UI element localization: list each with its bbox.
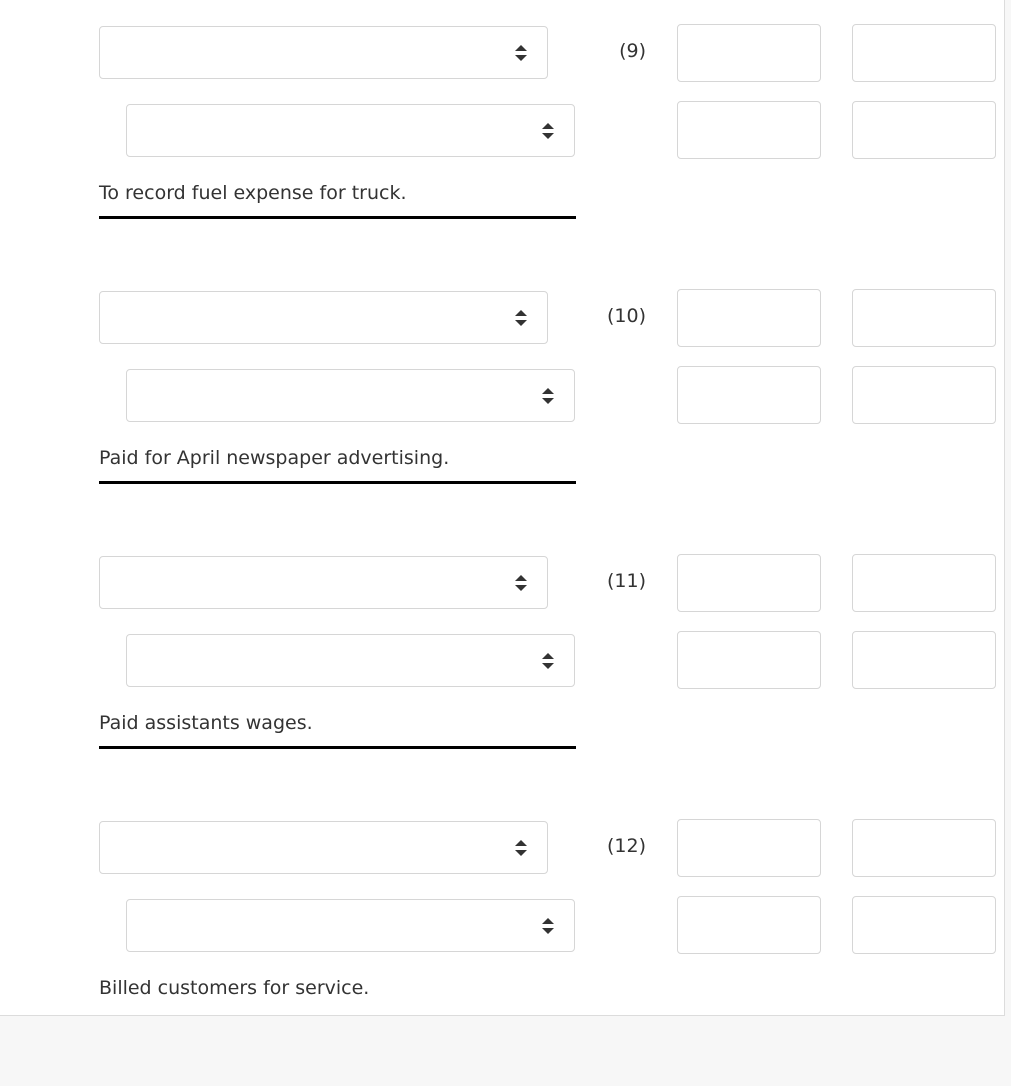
- entry-divider: [99, 746, 576, 749]
- debit-account-select[interactable]: [99, 291, 548, 344]
- sort-arrows-icon: [515, 45, 527, 61]
- credit-amount-input-row1[interactable]: [852, 24, 996, 82]
- debit-amount-input-row1[interactable]: [677, 24, 821, 82]
- credit-account-select[interactable]: [126, 899, 575, 952]
- debit-amount-input-row1[interactable]: [677, 554, 821, 612]
- debit-account-select[interactable]: [99, 821, 548, 874]
- debit-amount-input-row1[interactable]: [677, 289, 821, 347]
- debit-amount-input-row1[interactable]: [677, 819, 821, 877]
- debit-amount-input-row2[interactable]: [677, 101, 821, 159]
- sort-arrows-icon: [515, 310, 527, 326]
- entry-number: (10): [606, 305, 646, 327]
- sort-arrows-icon: [542, 388, 554, 404]
- entry-number: (11): [606, 570, 646, 592]
- journal-entry-12: [0, 821, 1004, 1086]
- debit-account-select[interactable]: [99, 26, 548, 79]
- entry-number: (12): [606, 835, 646, 857]
- credit-amount-input-row1[interactable]: [852, 289, 996, 347]
- debit-amount-input-row2[interactable]: [677, 896, 821, 954]
- entry-number: (9): [619, 40, 646, 62]
- entry-divider: [99, 481, 576, 484]
- entry-divider: [99, 216, 576, 219]
- credit-amount-input-row2[interactable]: [852, 631, 996, 689]
- credit-account-select[interactable]: [126, 104, 575, 157]
- credit-account-select[interactable]: [126, 369, 575, 422]
- journal-entry-10: [0, 291, 1004, 556]
- debit-amount-input-row2[interactable]: [677, 631, 821, 689]
- journal-entry-11: [0, 556, 1004, 821]
- entry-description: To record fuel expense for truck.: [99, 182, 407, 204]
- sort-arrows-icon: [515, 575, 527, 591]
- credit-amount-input-row1[interactable]: [852, 819, 996, 877]
- sort-arrows-icon: [542, 918, 554, 934]
- debit-account-select[interactable]: [99, 556, 548, 609]
- entry-description: Paid for April newspaper advertising.: [99, 447, 450, 469]
- credit-amount-input-row2[interactable]: [852, 366, 996, 424]
- entry-description: Billed customers for service.: [99, 977, 370, 999]
- entry-description: Paid assistants wages.: [99, 712, 313, 734]
- debit-amount-input-row2[interactable]: [677, 366, 821, 424]
- credit-amount-input-row1[interactable]: [852, 554, 996, 612]
- sort-arrows-icon: [542, 123, 554, 139]
- credit-account-select[interactable]: [126, 634, 575, 687]
- credit-amount-input-row2[interactable]: [852, 896, 996, 954]
- credit-amount-input-row2[interactable]: [852, 101, 996, 159]
- journal-entry-9: [0, 26, 1004, 291]
- sort-arrows-icon: [542, 653, 554, 669]
- sort-arrows-icon: [515, 840, 527, 856]
